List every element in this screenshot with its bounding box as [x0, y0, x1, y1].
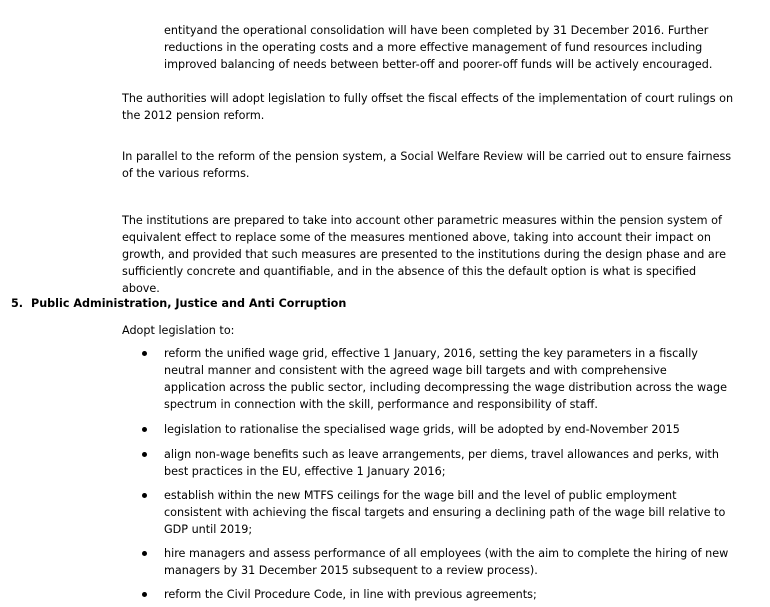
list-item: [140, 545, 730, 579]
bullet-icon: [142, 452, 147, 457]
list-item-text: align non-wage benefits such as leave arrangements, per diems, travel allowances and perks, with best practices in the EU, effective 1 January 2016;: [164, 448, 719, 478]
section-number: 5.: [11, 297, 24, 310]
section-intro: Adopt legislation to:: [122, 324, 235, 337]
bullet-icon: [142, 551, 147, 556]
list-item-text: reform the unified wage grid, effective 1 January, 2016, setting the key parameters in a fiscally neutral manner and consistent with the agreed wage bill targets and with comprehensive application across the public sector, including decompressing the wage distribution across the wage spectrum in connection with the skill, performance and responsibility of staff.: [164, 347, 727, 411]
bullet-icon: [142, 493, 147, 498]
bullet-icon: [142, 351, 147, 356]
continuation-text: entityand the operational consolidation will have been completed by 31 December 2016. Further reductions in the operating costs and a more effective management of fund resources including improved balancing of needs between better-off and poorer-off funds will be actively encouraged.: [164, 24, 713, 71]
list-item-text: reform the Civil Procedure Code, in line with previous agreements;: [164, 588, 537, 601]
list-item: [140, 421, 730, 438]
paragraph-social-welfare-review: In parallel to the reform of the pension system, a Social Welfare Review will be carried out to ensure fairness of the various reforms.: [122, 150, 732, 180]
paragraph-court-rulings: The authorities will adopt legislation to fully offset the fiscal effects of the implementation of court rulings on the 2012 pension reform.: [122, 92, 734, 122]
bullet-icon: [142, 427, 147, 432]
list-item-text: hire managers and assess performance of all employees (with the aim to complete the hiring of new managers by 31 December 2015 subsequent to a review process).: [164, 547, 729, 577]
list-item: [140, 487, 730, 538]
list-item-text: establish within the new MTFS ceilings for the wage bill and the level of public employment consistent with achieving the fiscal targets and ensuring a declining path of the wage bill relative to GDP until 2019;: [164, 489, 726, 536]
bullet-list: [140, 345, 730, 603]
section-title: Public Administration, Justice and Anti Corruption: [31, 297, 347, 310]
list-item-text: legislation to rationalise the specialised wage grids, will be adopted by end-November 2015: [164, 423, 680, 436]
bullet-icon: [142, 592, 147, 597]
list-item: [140, 446, 730, 480]
list-item: [140, 586, 730, 603]
paragraph-parametric-measures: The institutions are prepared to take into account other parametric measures within the pension system of equivalent effect to replace some of the measures mentioned above, taking into account their impact on growth, and provided that such measures are presented to the institutions during the design phase and are sufficiently concrete and quantifiable, and in the absence of this the default option is what is specified above.: [122, 214, 726, 295]
section-heading: [11, 295, 711, 312]
list-item: [140, 345, 730, 413]
